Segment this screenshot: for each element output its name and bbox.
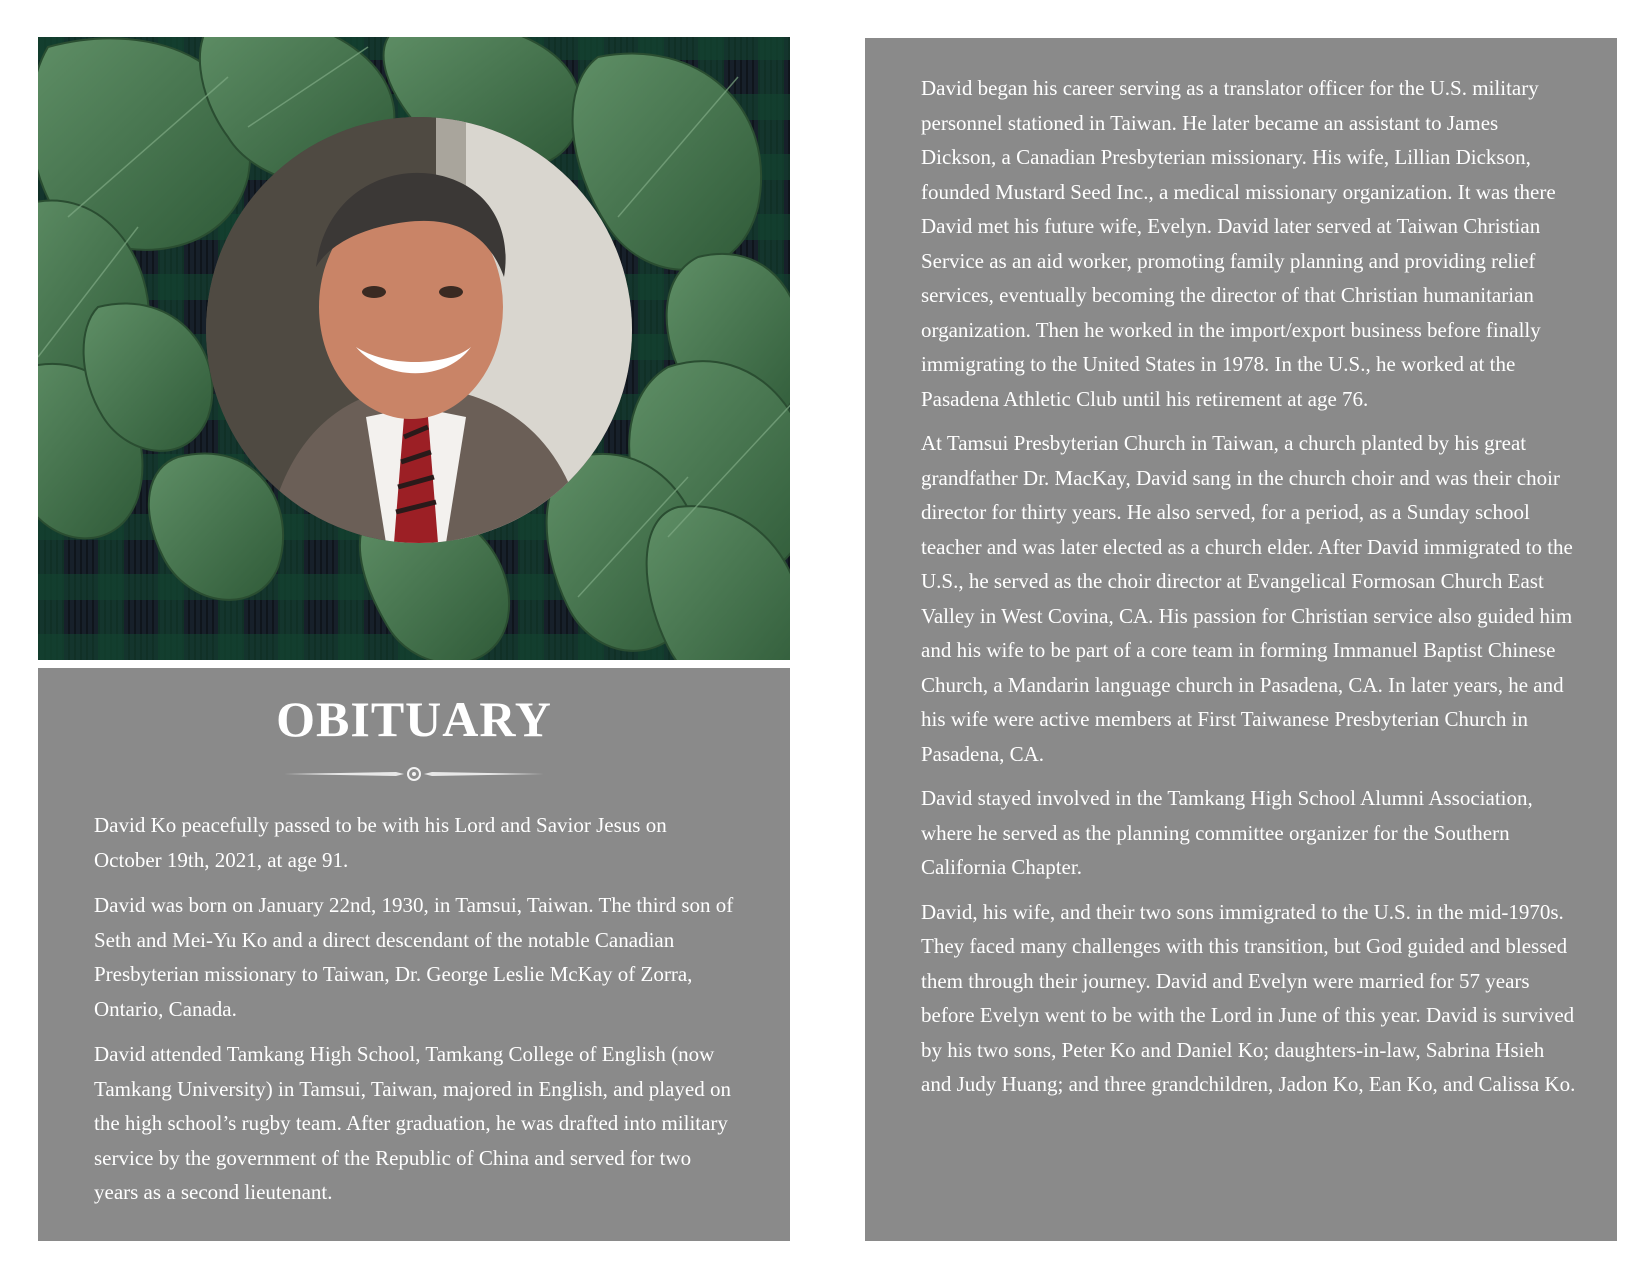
page-title: OBITUARY <box>276 691 552 747</box>
obituary-paragraph: At Tamsui Presbyterian Church in Taiwan, a church planted by his great grandfather Dr. MacKay, David sang in the church choir and was their choir director for thirty years. He also served, for a period, as a Sunday school teacher and was later elected as a church elder. After David immigrated to the U.S., he served as the choir director at Evangelical Formosan Church East Valley in West Covina, CA. His passion for Christian service also guided him and his wife to be part of a core team in forming Immanuel Baptist Chinese Church, a Mandarin language church in Pasadena, CA. In later years, he and his wife were active members at First Taiwanese Presbyterian Church in Pasadena, CA. <box>921 431 1573 766</box>
obituary-paragraph: David began his career serving as a translator officer for the U.S. military personnel stationed in Taiwan. He later became an assistant to James Dickson, a Canadian Presbyterian missionary. His wife, Lillian Dickson, founded Mustard Seed Inc., a medical missionary organization. It was there David met his future wife, Evelyn. David later served at Taiwan Christian Service as an aid worker, promoting family planning and providing relief services, eventually becoming the director of that Christian humanitarian organization. Then he worked in the import/export business before finally immigrating to the United States in 1978. In the U.S., he worked at the Pasadena Athletic Club until his retirement at age 76. <box>921 76 1556 411</box>
portrait-panel <box>38 37 790 660</box>
obituary-paragraph: David was born on January 22nd, 1930, in Tamsui, Taiwan. The third son of Seth and Mei-Yu Ko and a direct descendant of the notable Canadian Presbyterian missionary to Taiwan, Dr. George Leslie McKay of Zorra, Ontario, Canada. <box>94 893 734 1021</box>
obituary-continued-panel <box>865 38 1617 1241</box>
obituary-paragraph: David stayed involved in the Tamkang High School Alumni Association, where he served as the planning committee organizer for the Southern California Chapter. <box>921 786 1533 879</box>
portrait-photo <box>206 117 632 543</box>
obituary-paragraph: David, his wife, and their two sons immigrated to the U.S. in the mid-1970s. They faced many challenges with this transition, but God guided and blessed them through their journey. David and Evelyn were married for 57 years before Evelyn went to be with the Lord in June of this year. David is survived by his two sons, Peter Ko and Daniel Ko; daughters-in-law, Sabrina Hsieh and Judy Huang; and three grandchildren, Jadon Ko, Ean Ko, and Calissa Ko. <box>921 899 1576 1096</box>
obituary-paragraph: David Ko peacefully passed to be with his Lord and Savior Jesus on October 19th, 2021, at age 91. <box>94 813 667 872</box>
obituary-panel <box>38 668 790 1241</box>
divider-ornament <box>284 766 544 782</box>
obituary-paragraph: David attended Tamkang High School, Tamkang College of English (now Tamkang University) in Tamsui, Taiwan, majored in English, and played on the high school’s rugby team. After graduation, he was drafted into military service by the government of the Republic of China and served for two years as a second lieutenant. <box>94 1042 731 1204</box>
left-column <box>38 37 790 1241</box>
